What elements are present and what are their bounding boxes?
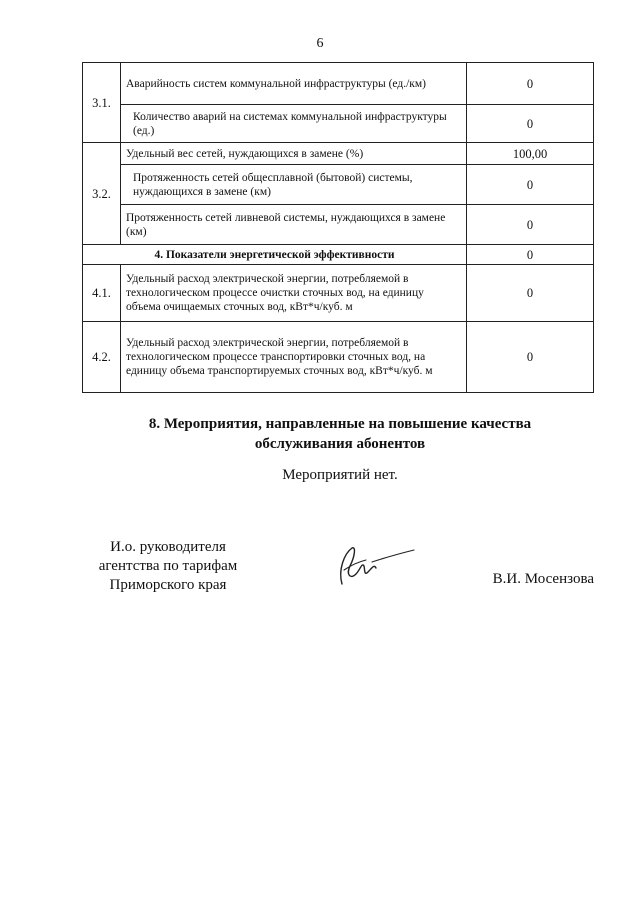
row-number-cell: 4.2. [83, 322, 121, 393]
signer-title [78, 538, 258, 595]
indicator-name-cell: Протяженность сетей ливневой системы, нуждающихся в замене (км) [121, 205, 467, 245]
indicator-name-cell: Количество аварий на системах коммунальной инфраструктуры (ед.) [121, 105, 467, 143]
indicator-name-cell: Удельный расход электрической энергии, потребляемой в технологическом процессе транспортировки сточных вод, на единицу объема транспортируемых сточных вод, кВт*ч/куб. м [121, 322, 467, 393]
section-heading-line: 8. Мероприятия, направленные на повышение качества [148, 416, 532, 432]
table-row [83, 63, 594, 105]
table-row [83, 165, 594, 205]
table-row [83, 143, 594, 165]
no-measures-text: Мероприятий нет. [282, 467, 398, 483]
indicator-name-cell: Протяженность сетей общесплавной (бытовой) системы, нуждающихся в замене (км) [121, 165, 467, 205]
indicator-name-cell: Удельный вес сетей, нуждающихся в замене (%) [121, 143, 467, 165]
section-title-cell: 4. Показатели энергетической эффективности [83, 245, 467, 265]
handwritten-signature [328, 540, 418, 592]
row-number-cell: 3.1. [83, 63, 121, 143]
indicator-name-cell: Удельный расход электрической энергии, потребляемой в технологическом процессе очистки сточных вод, на единицу объема очищаемых сточных вод, кВт*ч/куб. м [121, 265, 467, 322]
row-number-cell: 3.2. [83, 143, 121, 245]
table-row [83, 105, 594, 143]
indicator-value-cell: 100,00 [467, 143, 594, 165]
signer-title-line: агентства по тарифам [98, 558, 238, 574]
signer-title-line: Приморского края [109, 577, 227, 593]
table-section-row [83, 245, 594, 265]
indicators-table [82, 62, 594, 393]
indicator-name-cell: Аварийность систем коммунальной инфраструктуры (ед./км) [121, 63, 467, 105]
signer-name: В.И. Мосензова [492, 571, 594, 587]
indicator-value-cell: 0 [467, 245, 594, 265]
table-row [83, 205, 594, 245]
indicator-value-cell: 0 [467, 165, 594, 205]
indicator-value-cell: 0 [467, 205, 594, 245]
table-row [83, 322, 594, 393]
table-row [83, 265, 594, 322]
row-number-cell: 4.1. [83, 265, 121, 322]
indicator-value-cell: 0 [467, 63, 594, 105]
section-heading [0, 414, 640, 454]
section-heading-line: обслуживания абонентов [254, 436, 426, 452]
indicator-value-cell: 0 [467, 322, 594, 393]
page-number: 6 [316, 36, 324, 51]
signer-title-line: И.о. руководителя [110, 539, 226, 555]
indicator-value-cell: 0 [467, 265, 594, 322]
indicator-value-cell: 0 [467, 105, 594, 143]
